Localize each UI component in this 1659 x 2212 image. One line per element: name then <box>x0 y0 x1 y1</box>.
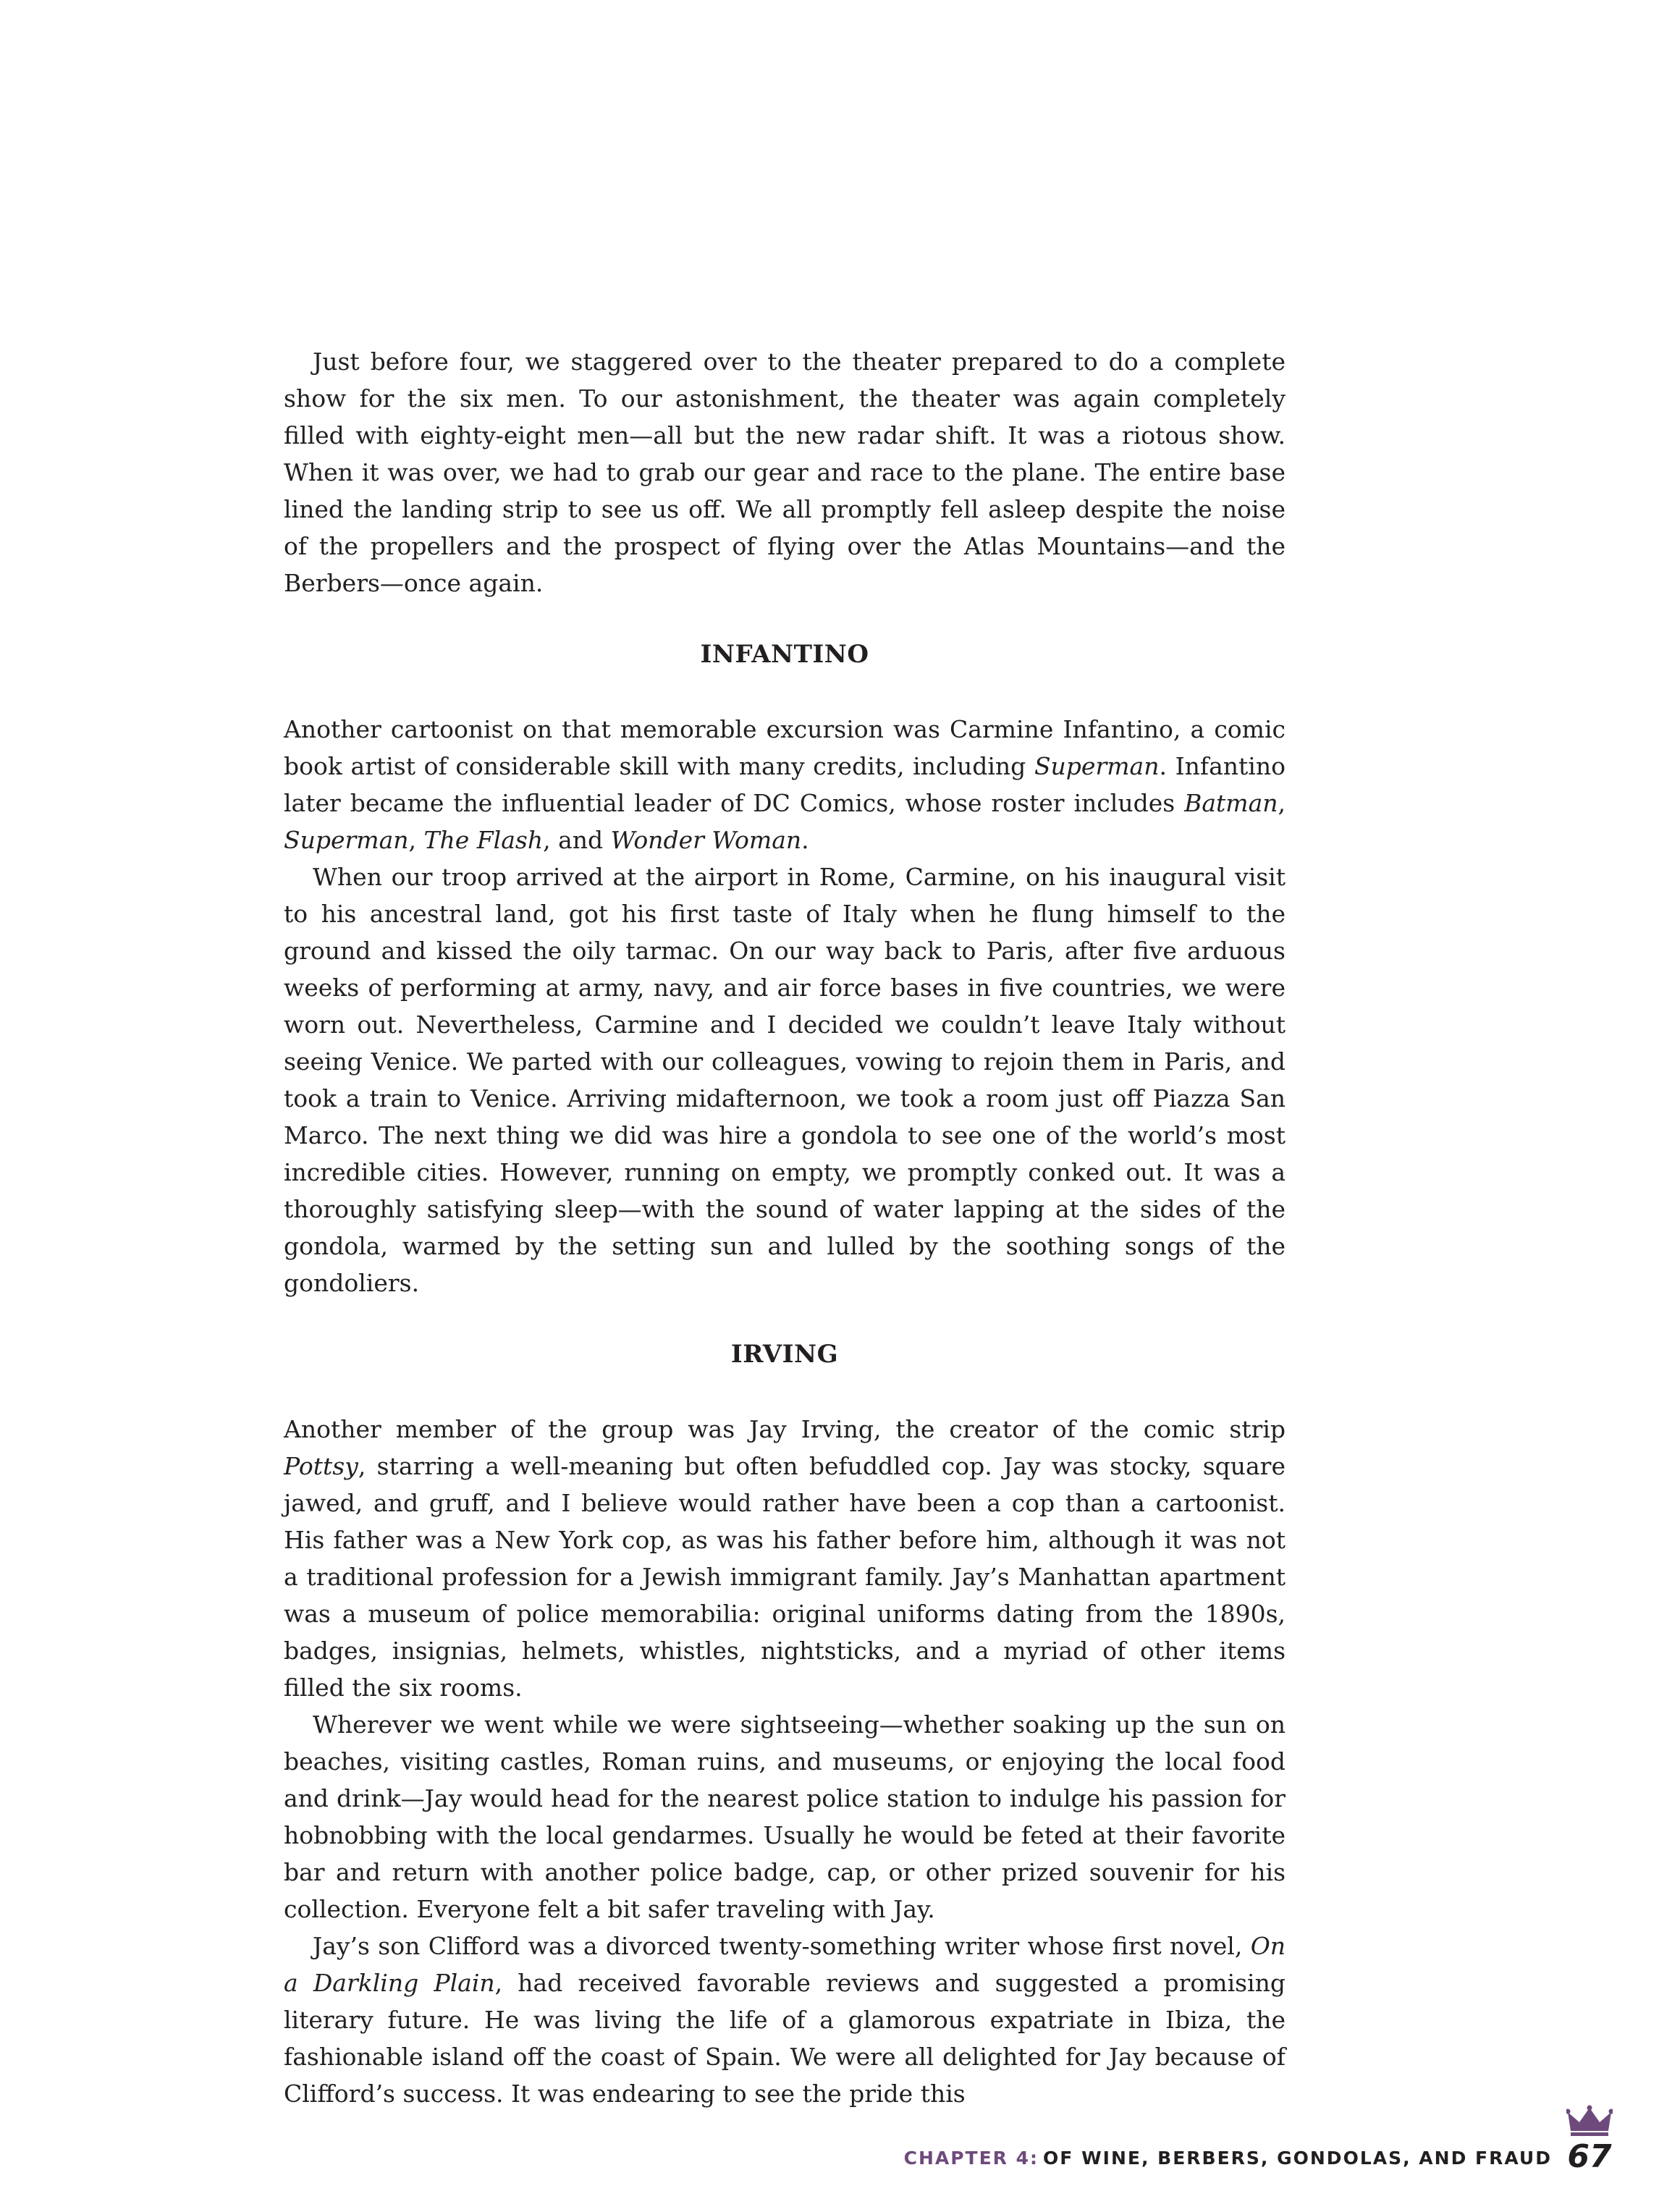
title-the-flash: The Flash <box>423 826 544 854</box>
page-number-block <box>1566 2105 1613 2173</box>
chapter-title: OF WINE, BERBERS, GONDOLAS, AND FRAUD <box>1043 2148 1552 2169</box>
page-number: 67 <box>1567 2138 1612 2175</box>
paragraph-clifford: Jay’s son Clifford was a divorced twenty-something writer whose first novel, On a Darkling Plain, had received favorable reviews and suggested a promising literary future. He was living the life of a glamorous expatriate in Ibiza, the fashionable island off the coast of Spain. We were all delighted for Jay because of Clifford’s success. It was endearing to see the pride this <box>284 1932 1286 2108</box>
title-superman-2: Superman <box>284 826 409 854</box>
title-on-a-darkling-plain: On a Darkling Plain <box>284 1932 1286 1997</box>
paragraph-irving-intro: Another member of the group was Jay Irving, the creator of the comic strip Pottsy, starring a well-meaning but often befuddled cop. Jay was stocky, square jawed, and gruff, and I believe would rather have been a cop than a cartoonist. His father was a New York cop, as was his father before him, although it was not a traditional profession for a Jewish immigrant family. Jay’s Manhattan apartment was a museum of police memorabilia: original uniforms dating from the 1890s, badges, insignias, helmets, whistles, nightsticks, and a myriad of other items filled the six rooms. <box>284 1415 1286 1702</box>
chapter-label: CHAPTER 4: <box>903 2148 1039 2169</box>
crown-icon <box>1566 2105 1613 2137</box>
title-batman: Batman <box>1184 789 1278 817</box>
section-heading-infantino: INFANTINO <box>700 640 869 669</box>
title-superman: Superman <box>1034 752 1160 780</box>
section-heading-irving: IRVING <box>730 1340 839 1369</box>
paragraph-infantino-intro: Another cartoonist on that memorable excursion was Carmine Infantino, a comic book artist of considerable skill with many credits, including Superman. Infantino later became the influential leader of DC Comics, whose roster includes Batman, Superman, The Flash, and Wonder Woman. <box>284 715 1286 854</box>
paragraph-sightseeing: Wherever we went while we were sightseeing—whether soaking up the sun on beaches, visiting castles, Roman ruins, and museums, or enjoying the local food and drink—Jay would head for the nearest police station to indulge his passion for hobnobbing with the local gendarmes. Usually he would be feted at their favorite bar and return with another police badge, cap, or other prized souvenir for his collection. Everyone felt a bit safer traveling with Jay. <box>284 1710 1286 1923</box>
page-footer <box>904 2105 1613 2173</box>
running-head <box>904 2149 1552 2173</box>
paragraph-theater-show: Just before four, we staggered over to the theater prepared to do a complete show for the six men. To our astonishment, the theater was again completely filled with eighty-eight men—all but the new radar shift. It was a riotous show. When it was over, we had to grab our gear and race to the plane. The entire base lined the landing strip to see us off. We all promptly fell asleep despite the noise of the propellers and the prospect of flying over the Atlas Mountains—and the Berbers—once again. <box>284 347 1286 597</box>
body-text <box>284 343 1286 2112</box>
title-pottsy: Pottsy <box>284 1452 358 1480</box>
title-wonder-woman: Wonder Woman <box>610 826 802 854</box>
paragraph-venice: When our troop arrived at the airport in Rome, Carmine, on his inaugural visit to his ancestral land, got his first taste of Italy when he flung himself to the ground and kissed the oily tarmac. On our way back to Paris, after five arduous weeks of performing at army, navy, and air force bases in five countries, we were worn out. Nevertheless, Carmine and I decided we couldn’t leave Italy without seeing Venice. We parted with our colleagues, vowing to rejoin them in Paris, and took a train to Venice. Arriving midafternoon, we took a room just off Piazza San Marco. The next thing we did was hire a gondola to see one of the world’s most incredible cities. However, running on empty, we promptly conked out. It was a thoroughly satisfying sleep—with the sound of water lapping at the sides of the gondola, warmed by the setting sun and lulled by the soothing songs of the gondoliers. <box>284 863 1286 1297</box>
